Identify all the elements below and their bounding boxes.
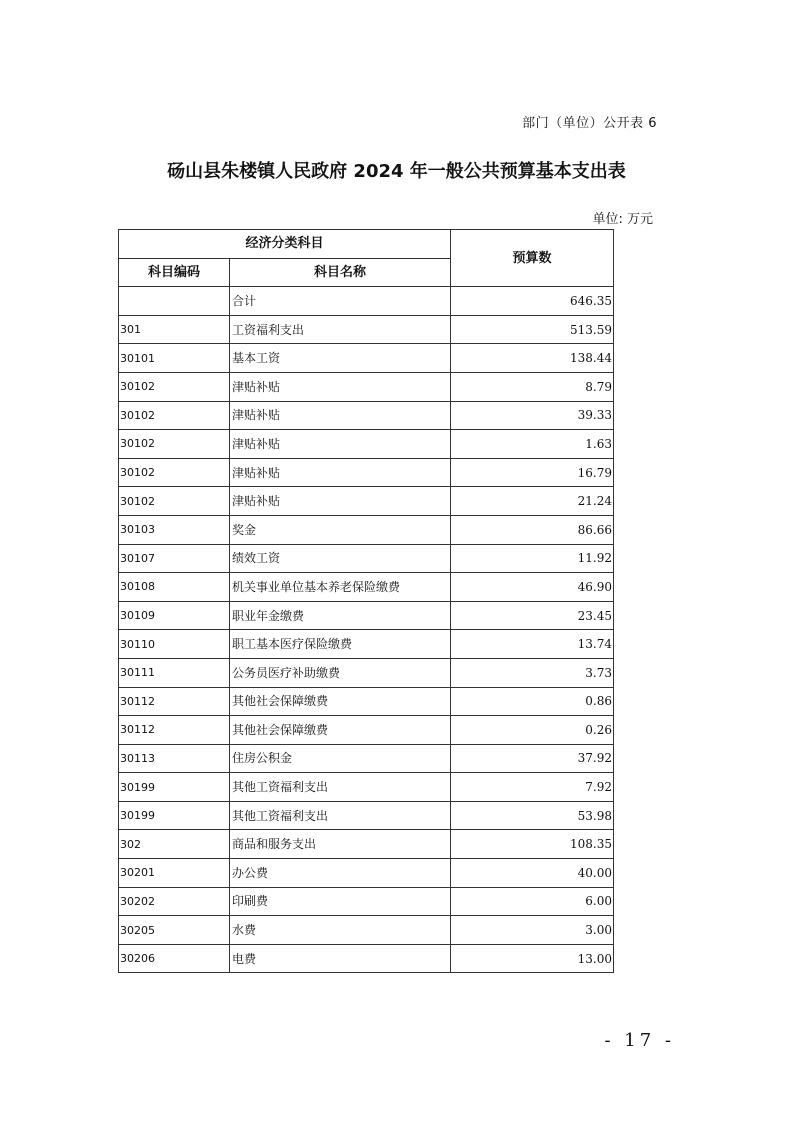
subject-code-cell: 30102 xyxy=(119,487,230,516)
subject-name-cell: 其他工资福利支出 xyxy=(230,801,451,830)
subject-name-cell: 津贴补贴 xyxy=(230,372,451,401)
budget-amount-cell: 11.92 xyxy=(451,544,614,573)
subject-code-cell: 30102 xyxy=(119,372,230,401)
subject-name-cell: 津贴补贴 xyxy=(230,401,451,430)
subject-name-cell: 电费 xyxy=(230,944,451,973)
table-body xyxy=(119,287,614,973)
subject-code-cell: 30113 xyxy=(119,744,230,773)
page-title: 砀山县朱楼镇人民政府 2024 年一般公共预算基本支出表 xyxy=(167,161,626,182)
subject-name-cell: 合计 xyxy=(230,287,451,316)
budget-amount-cell: 23.45 xyxy=(451,601,614,630)
subject-name-cell: 奖金 xyxy=(230,515,451,544)
subject-name-cell: 职业年金缴费 xyxy=(230,601,451,630)
table-row xyxy=(119,830,614,859)
budget-amount-cell: 108.35 xyxy=(451,830,614,859)
subject-code-cell: 30112 xyxy=(119,687,230,716)
subject-name-cell: 其他社会保障缴费 xyxy=(230,687,451,716)
subject-code-cell: 30206 xyxy=(119,944,230,973)
table-row xyxy=(119,916,614,945)
subject-code-cell: 30199 xyxy=(119,801,230,830)
budget-amount-cell: 8.79 xyxy=(451,372,614,401)
subject-name-cell: 职工基本医疗保险缴费 xyxy=(230,630,451,659)
subject-name-cell: 商品和服务支出 xyxy=(230,830,451,859)
subject-name-cell: 办公费 xyxy=(230,859,451,888)
table-row xyxy=(119,773,614,802)
subject-code-cell: 30107 xyxy=(119,544,230,573)
subject-name-cell: 住房公积金 xyxy=(230,744,451,773)
table-row xyxy=(119,487,614,516)
budget-amount-cell: 513.59 xyxy=(451,315,614,344)
unit-label: 单位: 万元 xyxy=(592,212,653,227)
table-row xyxy=(119,544,614,573)
subject-code-cell xyxy=(119,287,230,316)
budget-amount-cell: 1.63 xyxy=(451,430,614,459)
table-row xyxy=(119,859,614,888)
subject-code-cell: 30101 xyxy=(119,344,230,373)
subject-code-cell: 30102 xyxy=(119,430,230,459)
budget-amount-cell: 6.00 xyxy=(451,887,614,916)
budget-amount-cell: 138.44 xyxy=(451,344,614,373)
subject-code-cell: 30103 xyxy=(119,515,230,544)
subject-code-cell: 30202 xyxy=(119,887,230,916)
budget-amount-cell: 46.90 xyxy=(451,573,614,602)
budget-amount-cell: 40.00 xyxy=(451,859,614,888)
table-row xyxy=(119,573,614,602)
table-row xyxy=(119,944,614,973)
subject-code-cell: 30110 xyxy=(119,630,230,659)
budget-amount-cell: 16.79 xyxy=(451,458,614,487)
budget-amount-cell: 86.66 xyxy=(451,515,614,544)
budget-amount-cell: 0.86 xyxy=(451,687,614,716)
table-row xyxy=(119,801,614,830)
budget-amount-cell: 13.74 xyxy=(451,630,614,659)
subject-name-cell: 其他社会保障缴费 xyxy=(230,716,451,745)
subject-code-cell: 30102 xyxy=(119,458,230,487)
economic-category-header: 经济分类科目 xyxy=(119,230,451,259)
budget-amount-cell: 53.98 xyxy=(451,801,614,830)
subject-name-cell: 公务员医疗补助缴费 xyxy=(230,658,451,687)
document-label: 部门（单位）公开表 6 xyxy=(522,116,657,131)
budget-amount-cell: 646.35 xyxy=(451,287,614,316)
budget-table xyxy=(118,229,614,973)
subject-code-cell: 301 xyxy=(119,315,230,344)
table-row xyxy=(119,716,614,745)
subject-code-cell: 30205 xyxy=(119,916,230,945)
table-row xyxy=(119,744,614,773)
table-row xyxy=(119,287,614,316)
table-row xyxy=(119,315,614,344)
table-row xyxy=(119,458,614,487)
table-row xyxy=(119,687,614,716)
subject-name-cell: 津贴补贴 xyxy=(230,458,451,487)
page-number: - 17 - xyxy=(604,1030,675,1051)
budget-amount-cell: 39.33 xyxy=(451,401,614,430)
subject-name-cell: 基本工资 xyxy=(230,344,451,373)
subject-name-cell: 津贴补贴 xyxy=(230,430,451,459)
budget-amount-cell: 3.00 xyxy=(451,916,614,945)
table-row xyxy=(119,401,614,430)
table-row xyxy=(119,344,614,373)
budget-amount-cell: 3.73 xyxy=(451,658,614,687)
table-row xyxy=(119,630,614,659)
budget-amount-cell: 0.26 xyxy=(451,716,614,745)
subject-code-cell: 30112 xyxy=(119,716,230,745)
table-row xyxy=(119,601,614,630)
subject-code-header: 科目编码 xyxy=(119,258,230,287)
subject-code-cell: 30201 xyxy=(119,859,230,888)
budget-amount-cell: 13.00 xyxy=(451,944,614,973)
subject-name-cell: 印刷费 xyxy=(230,887,451,916)
subject-name-cell: 其他工资福利支出 xyxy=(230,773,451,802)
subject-name-cell: 水费 xyxy=(230,916,451,945)
subject-code-cell: 30102 xyxy=(119,401,230,430)
table-row xyxy=(119,372,614,401)
subject-name-cell: 绩效工资 xyxy=(230,544,451,573)
subject-name-cell: 工资福利支出 xyxy=(230,315,451,344)
subject-code-cell: 302 xyxy=(119,830,230,859)
subject-name-header: 科目名称 xyxy=(230,258,451,287)
subject-name-cell: 津贴补贴 xyxy=(230,487,451,516)
subject-code-cell: 30199 xyxy=(119,773,230,802)
budget-amount-cell: 7.92 xyxy=(451,773,614,802)
budget-amount-header: 预算数 xyxy=(451,230,614,287)
table-row xyxy=(119,887,614,916)
table-row xyxy=(119,658,614,687)
subject-code-cell: 30108 xyxy=(119,573,230,602)
table-row xyxy=(119,430,614,459)
subject-name-cell: 机关事业单位基本养老保险缴费 xyxy=(230,573,451,602)
table-row xyxy=(119,515,614,544)
subject-code-cell: 30111 xyxy=(119,658,230,687)
budget-amount-cell: 21.24 xyxy=(451,487,614,516)
subject-code-cell: 30109 xyxy=(119,601,230,630)
budget-amount-cell: 37.92 xyxy=(451,744,614,773)
